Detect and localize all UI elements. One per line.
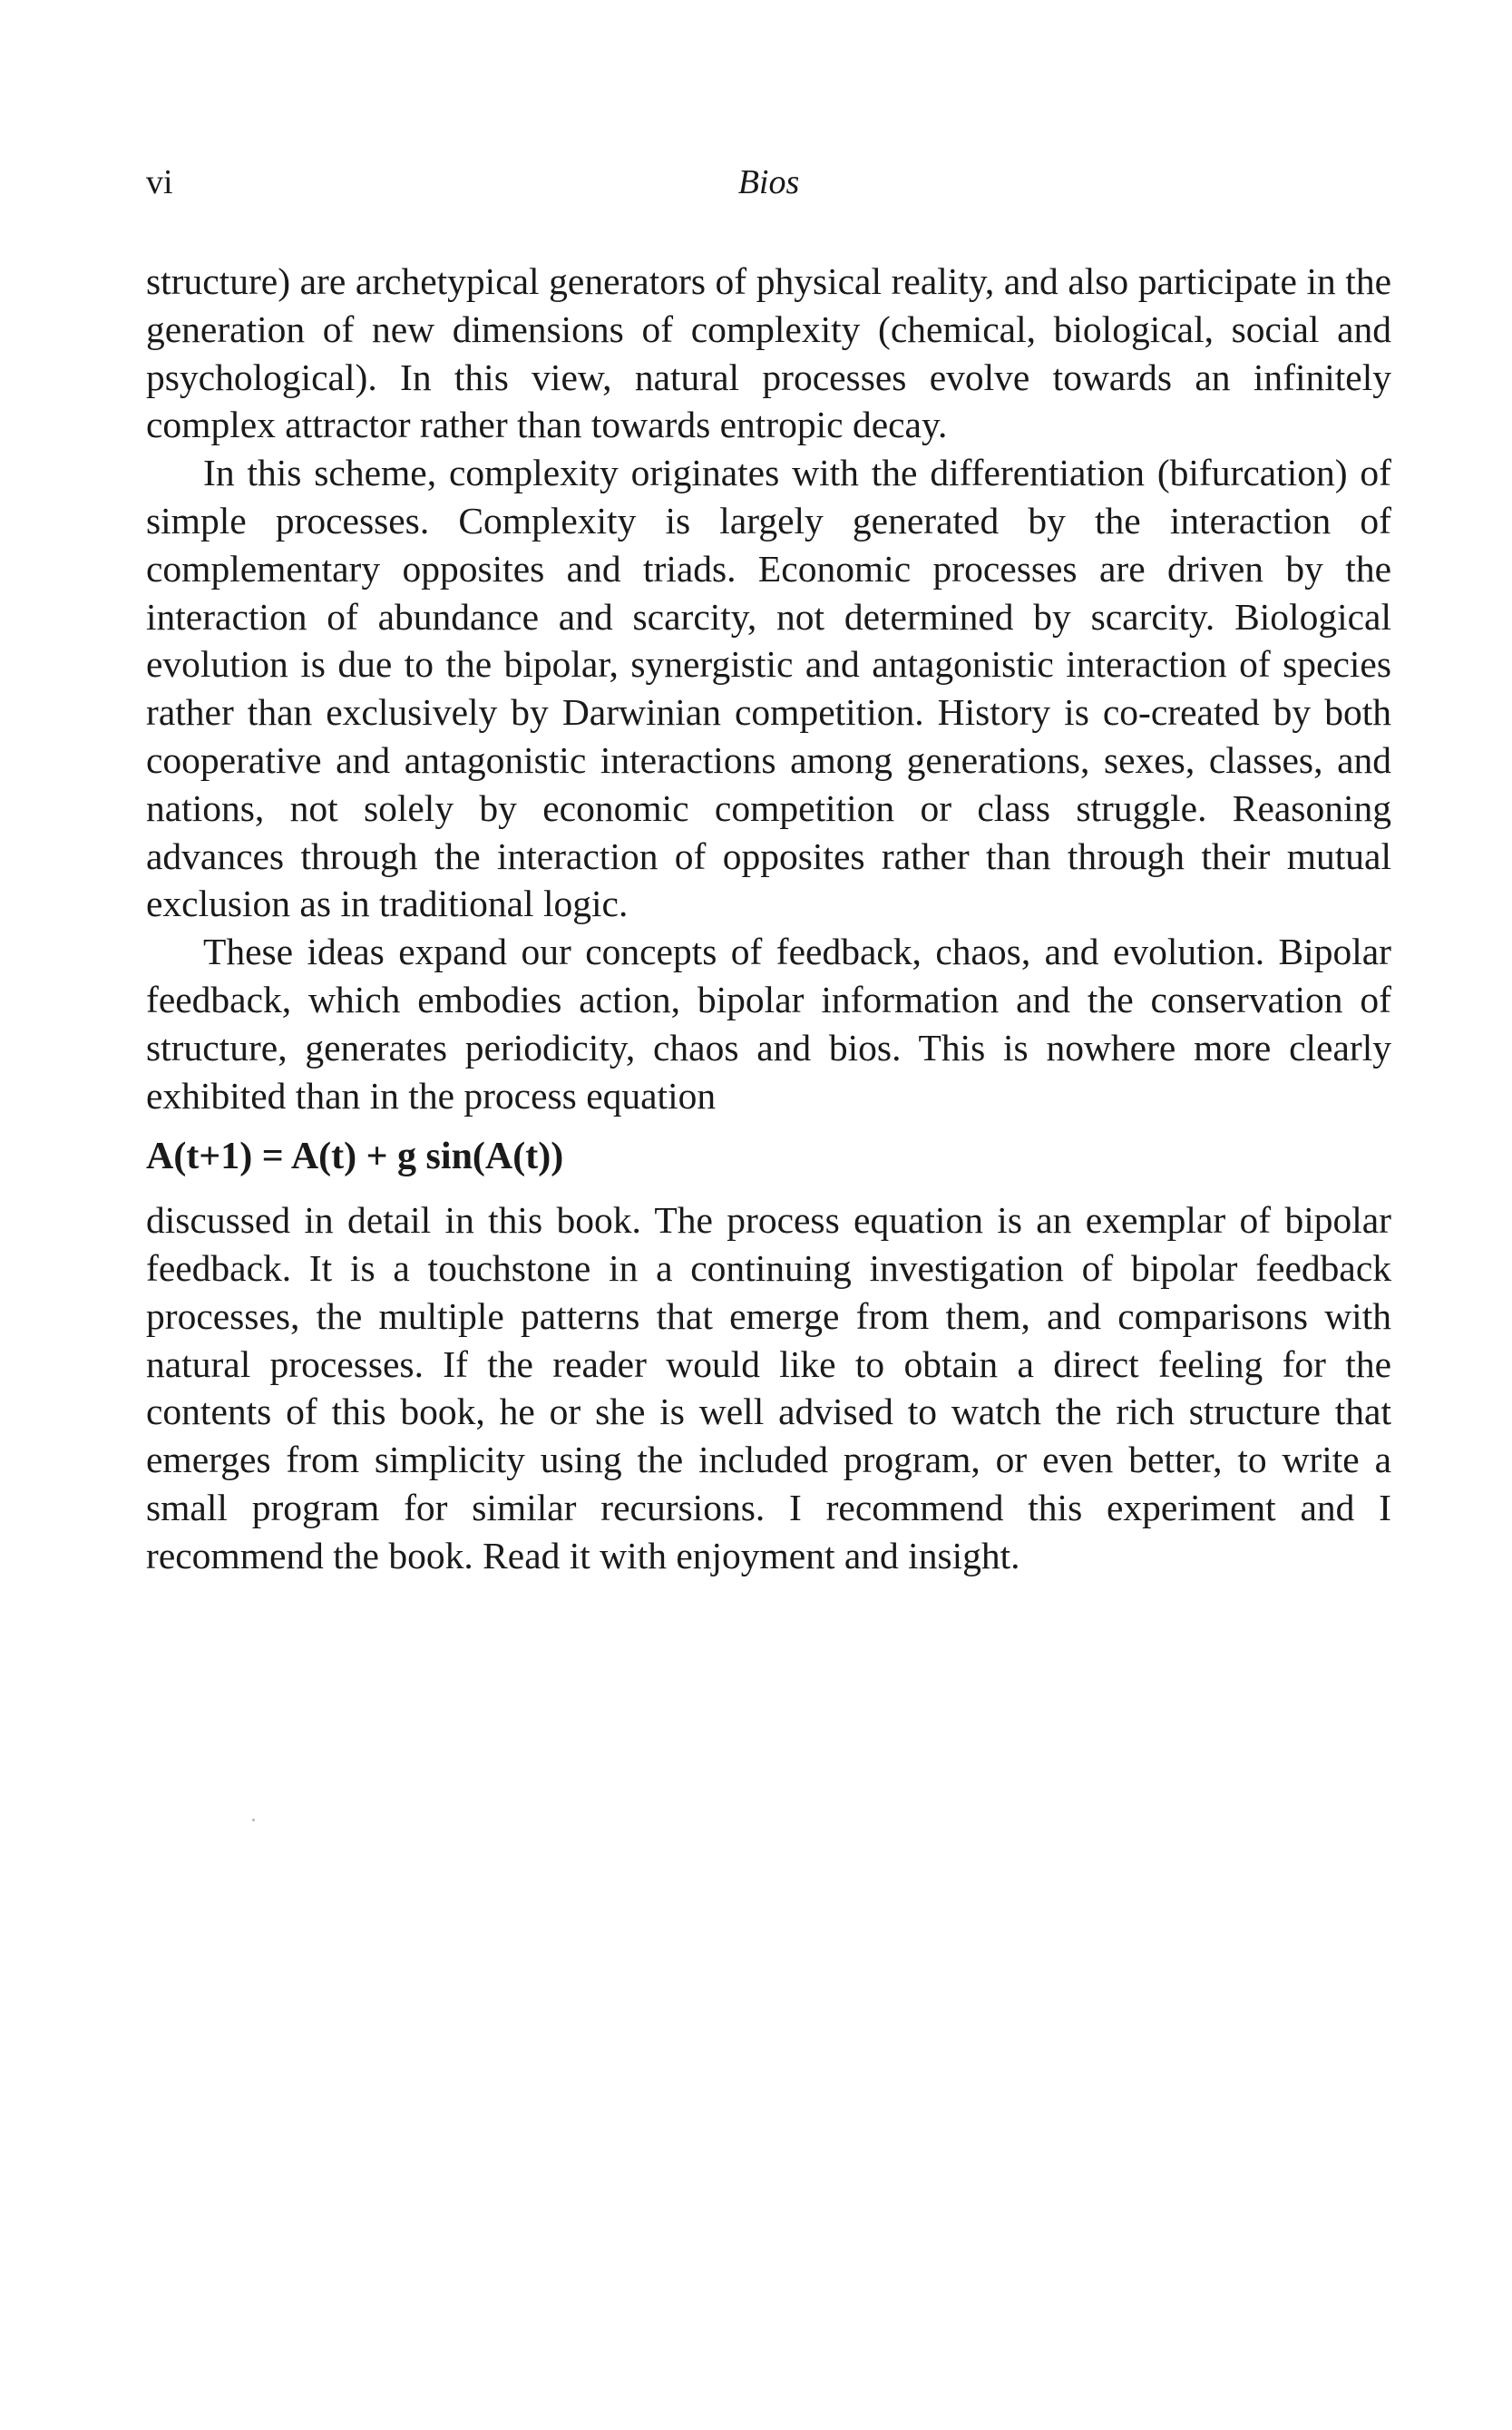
paragraph-complexity: In this scheme, complexity originates with the differentiation (bifurcation) of simple processes. Complexity is largely generated by the interaction of complementary opposites and triads. Economic processes are driven by the interaction of abundance and scarcity, not determined by scarcity. Biological evolution is due to the bipolar, synergistic and antagonistic interaction of species rather than exclusively by Darwinian competition. History is co-created by both cooperative and antagonistic interactions among generations, sexes, classes, and nations, not solely by economic competition or class struggle. Reasoning advances through the interaction of opposites rather than through their mutual exclusion as in traditional logic. <box>146 452 1391 925</box>
paragraph-feedback: These ideas expand our concepts of feedback, chaos, and evolution. Bipolar feedback, which embodies action, bipolar information and the conservation of structure, generates periodicity, chaos and bios. This is nowhere more clearly exhibited than in the process equation <box>146 931 1391 1117</box>
paragraph-continued: structure) are archetypical generators of physical reality, and also participate in the generation of new dimensions of complexity (chemical, biological, social and psychological). In this view, natural processes evolve towards an infinitely complex attractor rather than towards entropic decay. <box>146 260 1391 446</box>
running-head: Bios <box>737 163 800 201</box>
body-text <box>146 258 1391 1580</box>
process-equation: A(t+1) = A(t) + g sin(A(t)) <box>146 1136 564 1178</box>
page-header <box>146 160 1391 205</box>
page-number: vi <box>146 163 173 201</box>
scan-speck <box>252 1819 255 1821</box>
paragraph-closing: discussed in detail in this book. The process equation is an exemplar of bipolar feedback. It is a touchstone in a continuing investigation of bipolar feedback processes, the multiple patterns that emerge from them, and comparisons with natural processes. If the reader would like to obtain a direct feeling for the contents of this book, he or she is well advised to watch the rich structure that emerges from simplicity using the included program, or even better, to write a small program for similar recursions. I recommend this experiment and I recommend the book. Read it with enjoyment and insight. <box>146 1199 1391 1576</box>
